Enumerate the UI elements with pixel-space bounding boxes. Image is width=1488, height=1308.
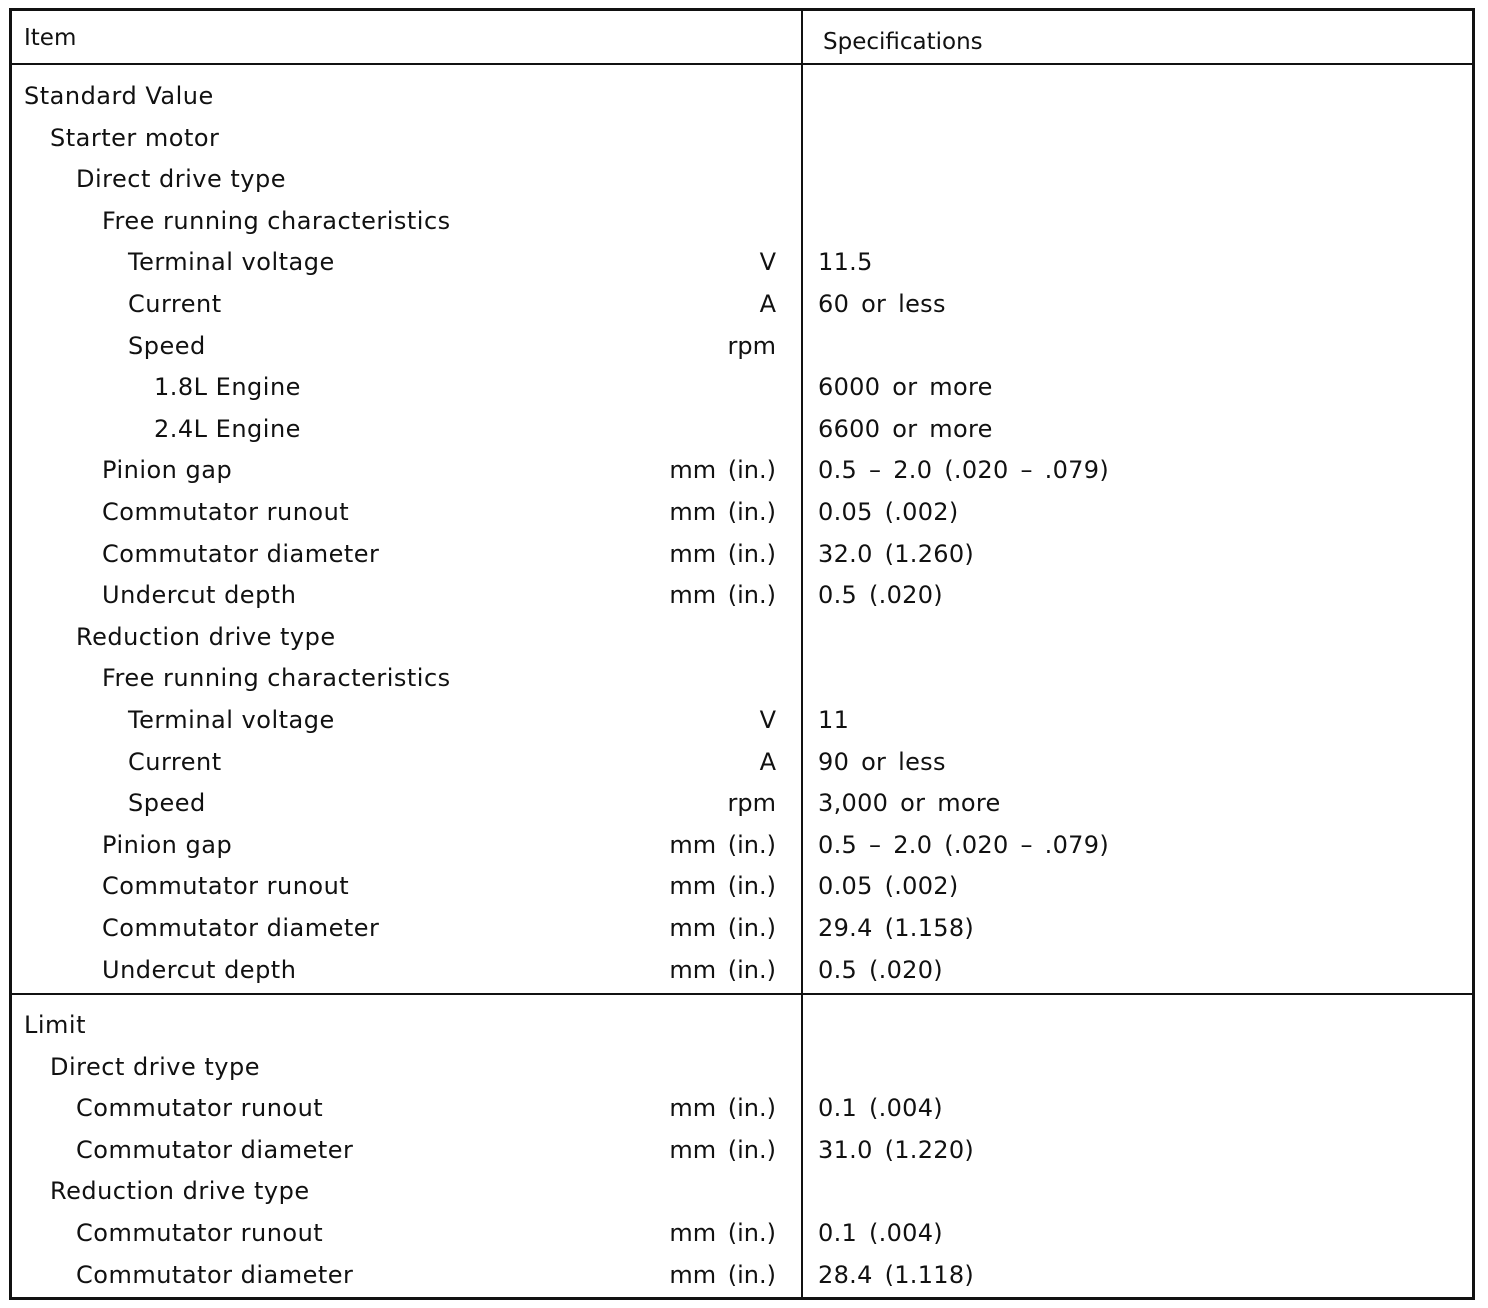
item-label: Standard Value xyxy=(24,82,214,110)
spec-value: 60 or less xyxy=(818,290,946,318)
spec-table xyxy=(9,8,1475,1300)
unit-label: A xyxy=(759,747,776,776)
item-label: Terminal voltage xyxy=(128,706,335,734)
table-row xyxy=(12,1005,1472,1046)
table-row xyxy=(12,700,1472,741)
table-row xyxy=(12,534,1472,575)
table-row xyxy=(12,783,1472,824)
table-row xyxy=(12,284,1472,325)
spec-value: 0.05 (.002) xyxy=(818,498,959,526)
spec-value: 0.5 (.020) xyxy=(818,955,943,984)
unit-label: mm (in.) xyxy=(669,1094,776,1123)
spec-value: 31.0 (1.220) xyxy=(818,1135,975,1164)
table-row xyxy=(12,1213,1472,1254)
item-label: Direct drive type xyxy=(76,165,286,194)
table-row xyxy=(12,242,1472,283)
unit-label: V xyxy=(759,706,776,734)
unit-label: V xyxy=(759,248,776,277)
spec-value: 0.5 – 2.0 (.020 – .079) xyxy=(818,830,1109,859)
unit-label: mm (in.) xyxy=(669,456,776,485)
item-label: Speed xyxy=(128,789,206,818)
table-row xyxy=(12,617,1472,658)
table-row xyxy=(12,159,1472,200)
table-row xyxy=(12,1130,1472,1171)
item-label: Commutator diameter xyxy=(102,914,380,942)
item-label: Limit xyxy=(24,1011,86,1039)
table-row xyxy=(12,742,1472,783)
table-row xyxy=(12,950,1472,991)
table-row xyxy=(12,326,1472,367)
spec-value: 0.1 (.004) xyxy=(818,1219,943,1247)
spec-value: 0.5 (.020) xyxy=(818,581,943,610)
unit-label: mm (in.) xyxy=(669,1135,776,1164)
item-label: Undercut depth xyxy=(102,581,297,610)
item-label: Free running characteristics xyxy=(102,664,451,693)
item-label: Commutator diameter xyxy=(102,539,380,568)
item-label: Reduction drive type xyxy=(76,622,336,651)
spec-value: 11.5 xyxy=(818,248,873,277)
unit-label: mm (in.) xyxy=(669,1260,776,1289)
item-label: Current xyxy=(128,290,222,318)
unit-label: mm (in.) xyxy=(669,581,776,610)
table-row xyxy=(12,450,1472,491)
table-row xyxy=(12,575,1472,616)
table-row xyxy=(12,1047,1472,1088)
specifications-header: Specifications xyxy=(823,29,983,55)
item-label: 2.4L Engine xyxy=(154,414,301,443)
section-divider xyxy=(12,993,1472,995)
spec-value: 6000 or more xyxy=(818,373,993,402)
unit-label: rpm xyxy=(727,331,776,360)
item-label: Pinion gap xyxy=(102,456,233,485)
item-label: Speed xyxy=(128,331,206,360)
item-label: Commutator diameter xyxy=(76,1135,354,1164)
spec-value: 32.0 (1.260) xyxy=(818,539,975,568)
unit-label: rpm xyxy=(727,789,776,818)
unit-label: mm (in.) xyxy=(669,914,776,942)
table-row xyxy=(12,866,1472,907)
header-divider xyxy=(12,63,1472,65)
item-label: Commutator runout xyxy=(76,1094,324,1123)
item-label: Starter motor xyxy=(50,123,220,152)
item-label: Commutator diameter xyxy=(76,1260,354,1289)
unit-label: mm (in.) xyxy=(669,955,776,984)
table-row xyxy=(12,1171,1472,1212)
table-row xyxy=(12,409,1472,450)
table-row xyxy=(12,1088,1472,1129)
unit-label: mm (in.) xyxy=(669,830,776,859)
item-label: Direct drive type xyxy=(50,1052,260,1081)
item-label: Pinion gap xyxy=(102,830,233,859)
spec-value: 0.05 (.002) xyxy=(818,872,959,901)
table-row xyxy=(12,492,1472,533)
item-label: Undercut depth xyxy=(102,955,297,984)
table-row xyxy=(12,908,1472,949)
item-header: Item xyxy=(24,25,77,51)
spec-value: 29.4 (1.158) xyxy=(818,914,975,942)
unit-label: mm (in.) xyxy=(669,872,776,901)
unit-label: A xyxy=(759,290,776,318)
table-row xyxy=(12,201,1472,242)
spec-value: 28.4 (1.118) xyxy=(818,1260,975,1289)
table-row xyxy=(12,825,1472,866)
table-row xyxy=(12,118,1472,159)
unit-label: mm (in.) xyxy=(669,539,776,568)
spec-value: 11 xyxy=(818,706,850,734)
unit-label: mm (in.) xyxy=(669,1219,776,1247)
item-label: Reduction drive type xyxy=(50,1177,310,1206)
spec-value: 90 or less xyxy=(818,747,946,776)
item-label: Free running characteristics xyxy=(102,206,451,235)
table-row xyxy=(12,367,1472,408)
spec-value: 0.5 – 2.0 (.020 – .079) xyxy=(818,456,1109,485)
spec-value: 6600 or more xyxy=(818,414,993,443)
spec-value: 3,000 or more xyxy=(818,789,1001,818)
spec-value: 0.1 (.004) xyxy=(818,1094,943,1123)
table-row xyxy=(12,1255,1472,1296)
item-label: Commutator runout xyxy=(102,498,350,526)
item-label: 1.8L Engine xyxy=(154,373,301,402)
table-row xyxy=(12,76,1472,117)
item-label: Current xyxy=(128,747,222,776)
item-label: Commutator runout xyxy=(76,1219,324,1247)
table-row xyxy=(12,658,1472,699)
item-label: Commutator runout xyxy=(102,872,350,901)
item-label: Terminal voltage xyxy=(128,248,335,277)
unit-label: mm (in.) xyxy=(669,498,776,526)
